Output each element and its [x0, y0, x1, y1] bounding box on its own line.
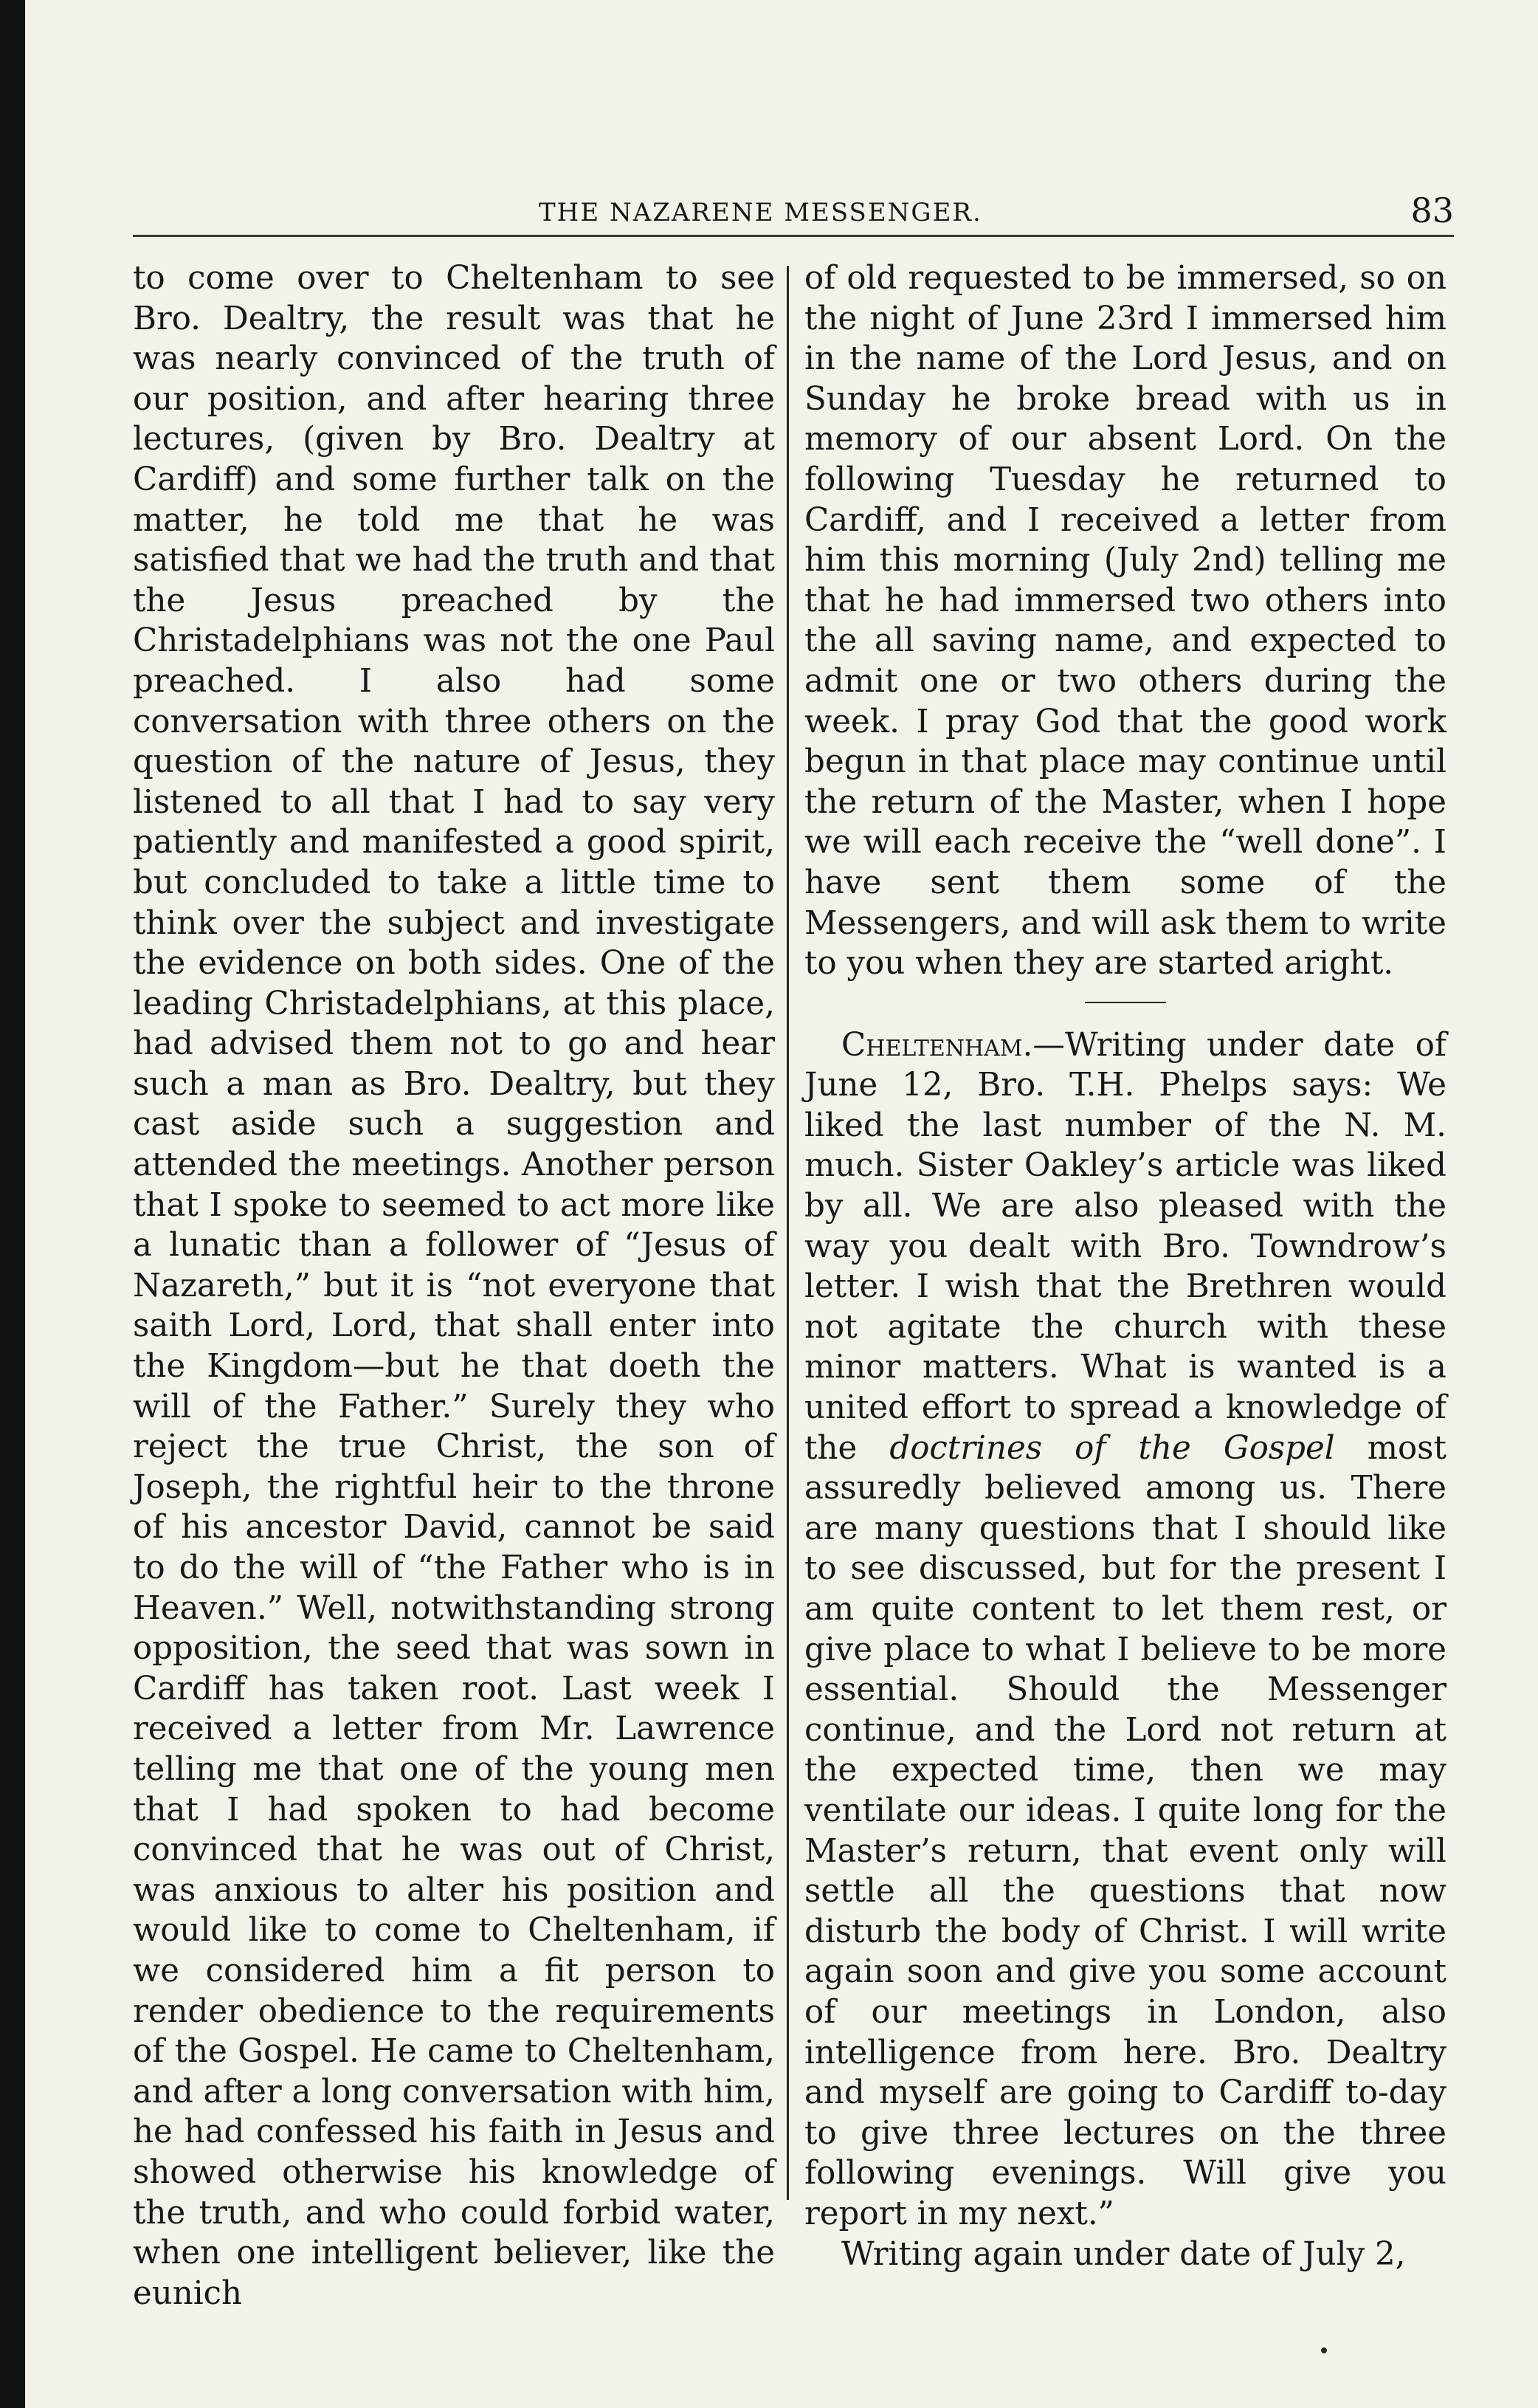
column-divider [787, 266, 789, 2200]
left-paragraph: to come over to Cheltenham to see Bro. Dealtry, the result was that he was nearly convinced of the truth of our position, and after hearing three lectures, (given by Bro. Dealtry at Cardiff) and some further talk on the matter, he told me that he was satisfied that we had the truth and that the Jesus preached by the Christadelphians was not the one Paul preached. I also had some conversation with three others on the question of the nature of Jesus, they listened to all that I had to say very patiently and manifested a good spirit, but concluded to take a little time to think over the subject and investigate the evidence on both sides. One of the leading Christadelphians, at this place, had advised them not to go and hear such a man as Bro. Dealtry, but they cast aside such a suggestion and attended the meetings. Another person that I spoke to seemed to act more like a lunatic than a follower of “Jesus of Nazareth,” but it is “not everyone that saith Lord, Lord, that shall enter into the Kingdom—but he that doeth the will of the Father.” Surely they who reject the true Christ, the son of Joseph, the rightful heir to the throne of his ancestor David, cannot be said to do the will of “the Father who is in Heaven.” Well, notwithstanding strong opposition, the seed that was sown in Cardiff has taken root. Last week I received a letter from Mr. Lawrence telling me that one of the young men that I had spoken to had become convinced that he was out of Christ, was anxious to alter his position and would like to come to Cheltenham, if we considered him a fit person to render obedience to the requirements of the Gospel. He came to Cheltenham, and after a long conversation with him, he had confessed his faith in Jesus and showed otherwise his knowledge of the truth, and who could forbid water, when one intelligent believer, like the eunich [133, 260, 775, 2312]
report-text-b: most assuredly believed among us. There are many questions that I should like to see discussed, but for the present I am quite content to let them rest, or give place to what I believe to be more essential. Should the Messenger continue, and the Lord not return at the expected time, then we may ventilate our ideas. I quite long for the Master’s return, that event only will settle all the questions that now disturb the body of Christ. I will write again soon and give you some account of our meetings in London, also intelligence from here. Bro. Dealtry and myself are going to Cardiff to-day to give three lectures on the three following evenings. Will give you report in my next.” [804, 1429, 1446, 2232]
right-column [804, 258, 1446, 2274]
right-paragraph-continuation: of old requested to be immersed, so on the night of June 23rd I immersed him in the name of the Lord Jesus, and on Sunday he broke bread with us in memory of our absent Lord. On the following Tuesday he returned to Cardiff, and I received a letter from him this morning (July 2nd) telling me that he had immersed two others into the all saving name, and expected to admit one or two others during the week. I pray God that the good work begun in that place may continue until the return of the Master, when I hope we will each receive the “well done”. I have sent them some of the Messengers, and will ask them to write to you when they are started aright. [804, 260, 1446, 983]
section-break-rule [1085, 1002, 1166, 1003]
print-speck [1321, 2347, 1327, 2353]
right-paragraph-closing: Writing again under date of July 2, [841, 2235, 1406, 2273]
header-rule [133, 235, 1454, 237]
report-text-a: —Writing under date of June 12, Bro. T.H. Phelps says: We liked the last number of the N. M. much. Sister Oakley’s article was liked by all. We are also pleased with the way you dealt with Bro. Towndrow’s letter. I wish that the Brethren would not agitate the church with these minor matters. What is wanted is a united effort to spread a knowledge of the [804, 1026, 1446, 1467]
page-number: 83 [1410, 190, 1454, 230]
left-column [133, 258, 775, 2314]
running-title: THE NAZARENE MESSENGER. [539, 198, 982, 227]
cheltenham-report [804, 1025, 1446, 2235]
report-italic-phrase: doctrines of the Gospel [889, 1429, 1335, 1467]
section-lead: Cheltenham. [841, 1026, 1033, 1064]
page-binding-edge [0, 0, 25, 2408]
